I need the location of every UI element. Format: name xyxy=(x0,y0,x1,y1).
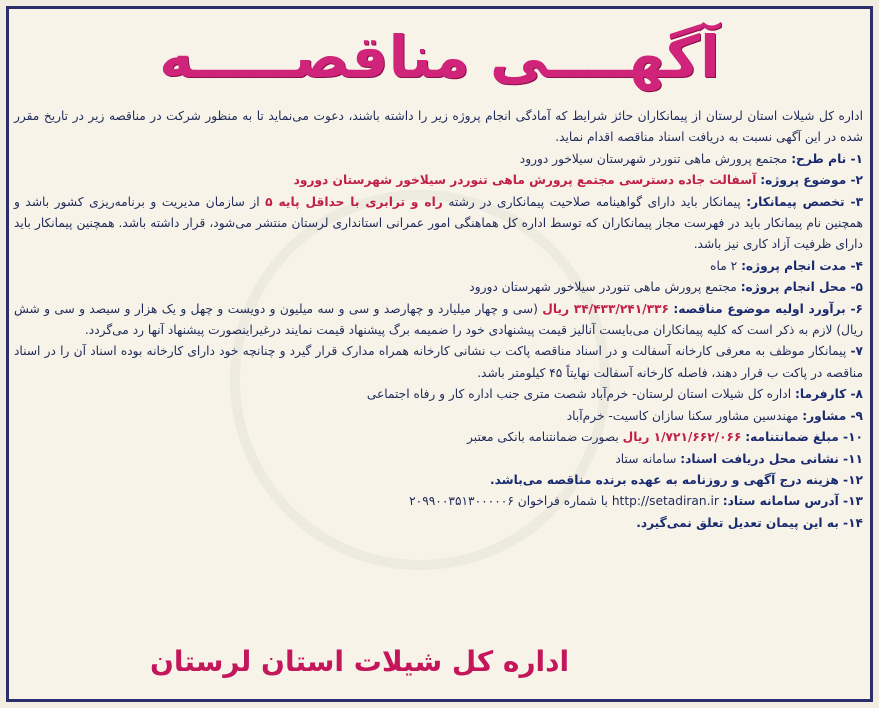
notice-title: آگهــــی مناقصـــــه xyxy=(159,23,720,91)
item-amount: ۳۴/۴۳۳/۲۴۱/۳۳۶ ریال xyxy=(542,301,669,316)
item-label: ۹- مشاور: xyxy=(802,408,863,423)
item-10 xyxy=(14,427,863,448)
item-label: ۱۳- آدرس سامانه ستاد: xyxy=(722,494,863,509)
item-label: ۱۱- نشانی محل دریافت اسناد: xyxy=(680,451,863,466)
item-amount: ۱/۷۲۱/۶۶۲/۰۶۶ ریال xyxy=(622,430,742,445)
item-7 xyxy=(14,341,863,384)
item-label: ۱۴- به این پیمان تعدیل تعلق نمی‌گیرد. xyxy=(636,515,863,530)
intro-paragraph: اداره کل شیلات استان لرستان از پیمانکاران حائز شرایط که آمادگی انجام پروژه زیر را داشته باشند، دعوت می‌نماید تا به منظور شرکت در مناقصه زیر در تاریخ مقرر شده در این آگهی نسبت به دریافت اسناد مناقصه اقدام نماید. xyxy=(14,109,863,145)
item-5 xyxy=(14,277,863,298)
item-value: از سازمان مدیریت و برنامه‌ریزی کشور باشد و همچنین نام پیمانکار باید در فهرست مجاز پیمانکاران که توسط اداره کل هماهنگی امور عمرانی استانداری لرستان منتشر می‌شود، قرار داشته باشد. همچنین پیمانکار باید دارای ظرفیت آزاد کاری نیز باشد. xyxy=(14,194,863,252)
item-value: پیمانکار باید دارای گواهینامه صلاحیت پیمانکاری در رشته xyxy=(448,194,741,209)
item-label: ۵- محل انجام پروژه: xyxy=(740,280,863,295)
item-value: سامانه ستاد xyxy=(615,451,677,466)
item-9 xyxy=(14,406,863,427)
item-value-highlight: راه و ترابری با حداقل پایه ۵ xyxy=(265,194,443,209)
item-label: ۷- xyxy=(850,344,863,359)
item-value: مجتمع پرورش ماهی تنوردر شهرستان سیلاخور دورود xyxy=(519,151,788,166)
item-13 xyxy=(14,491,863,512)
item-value: با شماره فراخوان ۲۰۹۹۰۰۳۵۱۳۰۰۰۰۰۶ xyxy=(409,494,608,509)
item-value: ۲ ماه xyxy=(710,258,738,273)
item-6 xyxy=(14,299,863,342)
item-label: ۱۰- مبلغ ضمانتنامه: xyxy=(745,430,863,445)
item-1 xyxy=(14,149,863,170)
item-4 xyxy=(14,256,863,277)
item-8 xyxy=(14,384,863,405)
item-label: ۸- کارفرما: xyxy=(795,387,863,402)
item-3 xyxy=(14,192,863,256)
item-value: مهندسین مشاور سکنا سازان کاسیت- خرم‌آباد xyxy=(566,408,799,423)
item-value: مجتمع پرورش ماهی تنوردر سیلاخور شهرستان دورود xyxy=(469,280,737,295)
item-label: ۶- برآورد اولیه موضوع مناقصه: xyxy=(673,301,863,316)
item-label: ۱۲- هزینه درج آگهی و روزنامه به عهده برنده مناقصه می‌باشد. xyxy=(489,472,863,487)
item-2 xyxy=(14,170,863,191)
item-value: (سی و چهار میلیارد و چهارصد و سی و سه میلیون و دویست و چهل و یک هزار و سیصد و سی و شش ریال) لازم به ذکر است که کلیه پیمانکاران می‌بایست آنالیز قیمت پیشنهادی خود را ضمیمه برگ پیشنهاد قیمت نمایند درغیراینصورت پیشنهاد آنها رد می‌گردد. xyxy=(14,301,863,338)
item-label: ۲- موضوع پروژه: xyxy=(760,173,863,188)
item-value: بصورت ضمانتنامه بانکی معتبر xyxy=(467,430,619,445)
item-11 xyxy=(14,449,863,470)
notice-body xyxy=(14,106,863,534)
item-label: ۱- نام طرح: xyxy=(791,151,863,166)
item-value: آسفالت جاده دسترسی مجتمع پرورش ماهی تنوردر سیلاخور شهرستان دورود xyxy=(293,173,757,188)
item-value: اداره کل شیلات استان لرستان- خرم‌آباد شصت متری جنب اداره کار و رفاه اجتماعی xyxy=(366,387,792,402)
item-14 xyxy=(14,513,863,534)
item-label: ۳- تخصص پیمانکار: xyxy=(746,194,864,209)
item-value: پیمانکار موظف به معرفی کارخانه آسفالت و در اسناد مناقصه پاکت ب نشانی کارخانه همراه مدارک قرار گیرد و چنانچه خود دارای کارخانه بوده اسناد آن را در اسناد مناقصه در پاکت ب قرار دهند، فاصله کارخانه آسفالت نهایتاً ۴۵ کیلومتر باشد. xyxy=(14,344,863,380)
setad-url-link[interactable]: http://setadiran.ir xyxy=(611,494,719,509)
item-label: ۴- مدت انجام پروژه: xyxy=(741,258,863,273)
footer-signature: اداره کل شیلات استان لرستان xyxy=(150,645,570,678)
item-12 xyxy=(14,470,863,491)
